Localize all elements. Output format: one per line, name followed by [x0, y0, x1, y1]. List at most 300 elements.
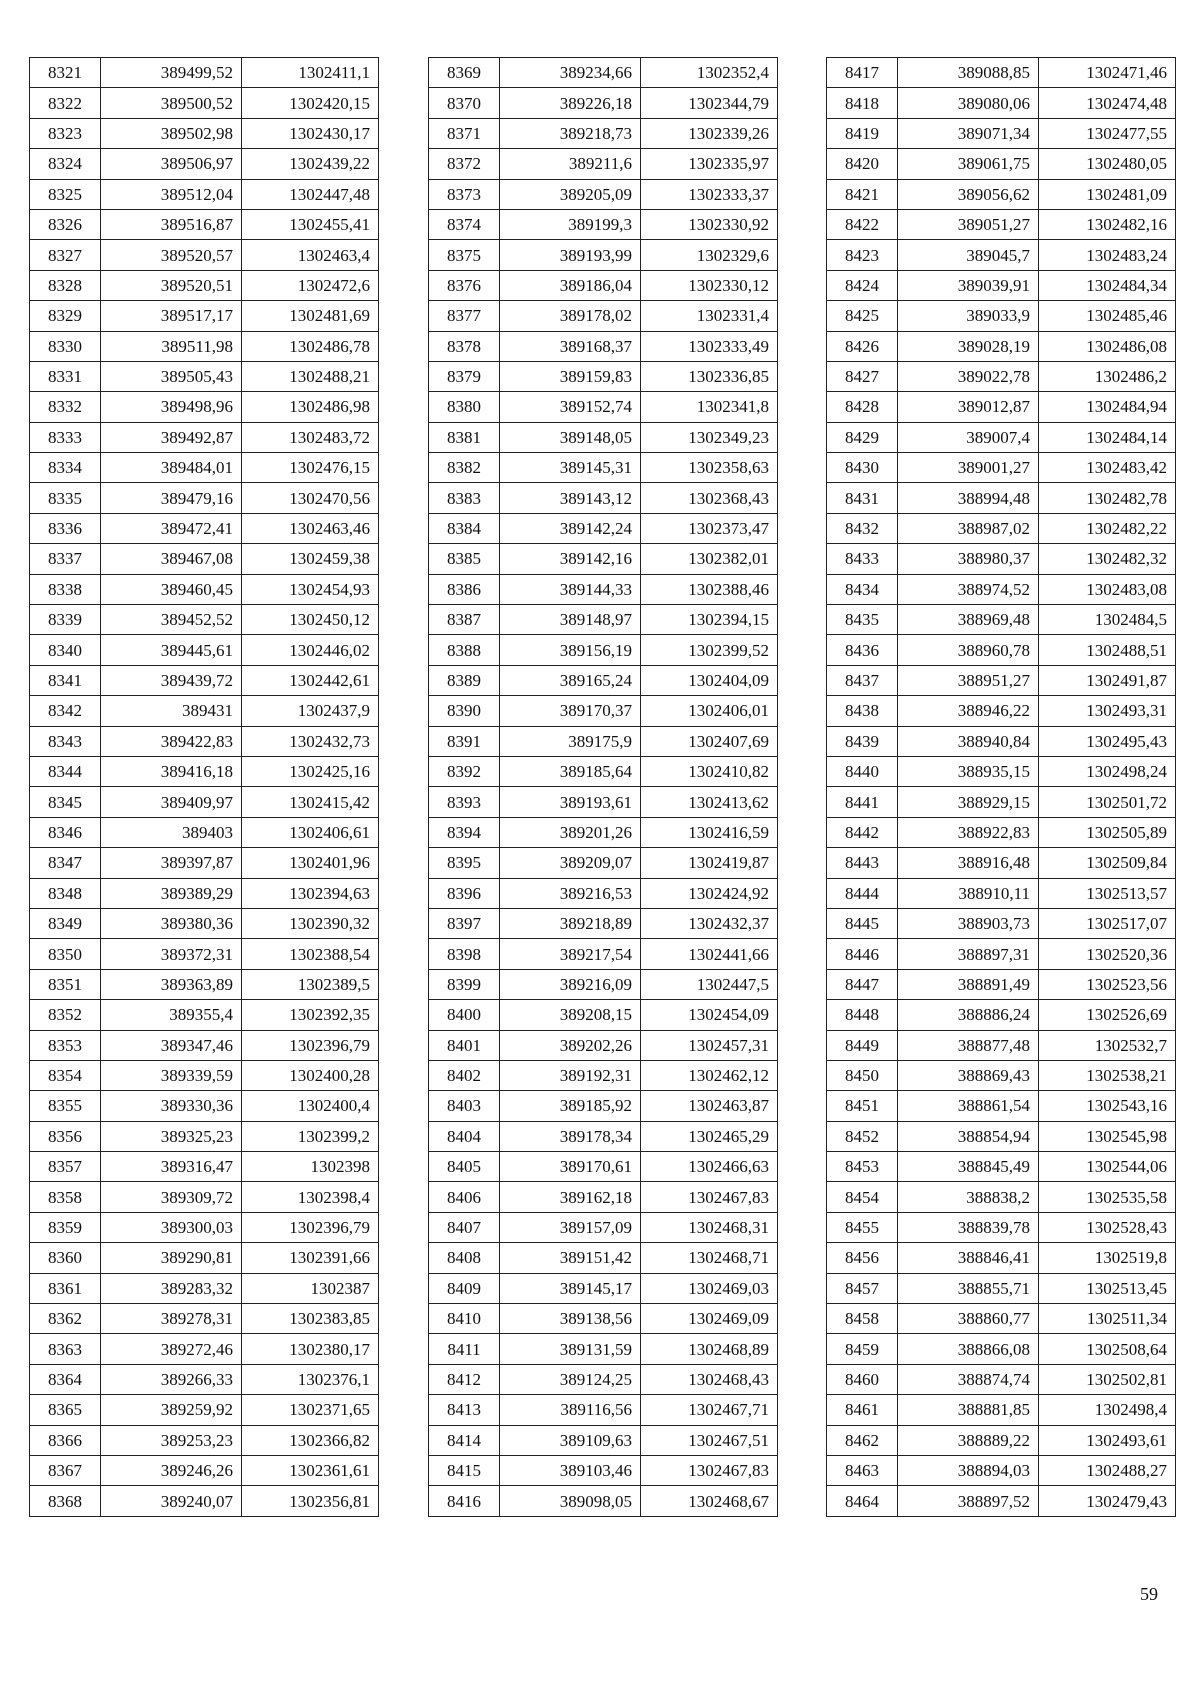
y-coordinate-cell: 1302432,73 — [242, 726, 379, 756]
coordinate-table-3 — [826, 57, 1176, 1517]
table-row — [30, 878, 379, 908]
x-coordinate-cell: 389033,9 — [898, 301, 1039, 331]
point-number-cell: 8407 — [429, 1212, 500, 1242]
table-row — [30, 1273, 379, 1303]
table-row — [30, 1304, 379, 1334]
x-coordinate-cell: 389012,87 — [898, 392, 1039, 422]
x-coordinate-cell: 388897,52 — [898, 1486, 1039, 1516]
x-coordinate-cell: 389143,12 — [500, 483, 641, 513]
point-number-cell: 8454 — [827, 1182, 898, 1212]
y-coordinate-cell: 1302482,22 — [1039, 513, 1176, 543]
y-coordinate-cell: 1302333,37 — [641, 179, 778, 209]
x-coordinate-cell: 389208,15 — [500, 1000, 641, 1030]
point-number-cell: 8461 — [827, 1395, 898, 1425]
y-coordinate-cell: 1302523,56 — [1039, 969, 1176, 999]
point-number-cell: 8455 — [827, 1212, 898, 1242]
point-number-cell: 8362 — [30, 1304, 101, 1334]
point-number-cell: 8405 — [429, 1152, 500, 1182]
table-row — [827, 1121, 1176, 1151]
table-row — [429, 331, 778, 361]
point-number-cell: 8385 — [429, 544, 500, 574]
point-number-cell: 8381 — [429, 422, 500, 452]
x-coordinate-cell: 389492,87 — [101, 422, 242, 452]
y-coordinate-cell: 1302495,43 — [1039, 726, 1176, 756]
table-row — [827, 179, 1176, 209]
x-coordinate-cell: 388838,2 — [898, 1182, 1039, 1212]
point-number-cell: 8393 — [429, 787, 500, 817]
table-row — [30, 787, 379, 817]
point-number-cell: 8350 — [30, 939, 101, 969]
y-coordinate-cell: 1302404,09 — [641, 665, 778, 695]
table-row — [827, 665, 1176, 695]
table-row — [429, 209, 778, 239]
x-coordinate-cell: 389467,08 — [101, 544, 242, 574]
y-coordinate-cell: 1302392,35 — [242, 1000, 379, 1030]
point-number-cell: 8439 — [827, 726, 898, 756]
y-coordinate-cell: 1302482,32 — [1039, 544, 1176, 574]
x-coordinate-cell: 388860,77 — [898, 1304, 1039, 1334]
point-number-cell: 8371 — [429, 118, 500, 148]
x-coordinate-cell: 389330,36 — [101, 1091, 242, 1121]
table-row — [827, 969, 1176, 999]
y-coordinate-cell: 1302356,81 — [242, 1486, 379, 1516]
point-number-cell: 8330 — [30, 331, 101, 361]
table-row — [827, 605, 1176, 635]
point-number-cell: 8340 — [30, 635, 101, 665]
table-row — [429, 270, 778, 300]
y-coordinate-cell: 1302468,67 — [641, 1486, 778, 1516]
point-number-cell: 8372 — [429, 149, 500, 179]
point-number-cell: 8382 — [429, 453, 500, 483]
point-number-cell: 8446 — [827, 939, 898, 969]
point-number-cell: 8447 — [827, 969, 898, 999]
x-coordinate-cell: 389170,61 — [500, 1152, 641, 1182]
y-coordinate-cell: 1302463,4 — [242, 240, 379, 270]
y-coordinate-cell: 1302486,08 — [1039, 331, 1176, 361]
y-coordinate-cell: 1302335,97 — [641, 149, 778, 179]
x-coordinate-cell: 389056,62 — [898, 179, 1039, 209]
table-row — [827, 1486, 1176, 1516]
point-number-cell: 8434 — [827, 574, 898, 604]
y-coordinate-cell: 1302371,65 — [242, 1395, 379, 1425]
x-coordinate-cell: 389479,16 — [101, 483, 242, 513]
y-coordinate-cell: 1302476,15 — [242, 453, 379, 483]
y-coordinate-cell: 1302398 — [242, 1152, 379, 1182]
point-number-cell: 8380 — [429, 392, 500, 422]
table-row — [827, 1030, 1176, 1060]
table-row — [429, 908, 778, 938]
y-coordinate-cell: 1302484,14 — [1039, 422, 1176, 452]
y-coordinate-cell: 1302486,2 — [1039, 361, 1176, 391]
y-coordinate-cell: 1302483,42 — [1039, 453, 1176, 483]
point-number-cell: 8453 — [827, 1152, 898, 1182]
x-coordinate-cell: 389199,3 — [500, 209, 641, 239]
x-coordinate-cell: 388969,48 — [898, 605, 1039, 635]
point-number-cell: 8440 — [827, 756, 898, 786]
table-row — [827, 1425, 1176, 1455]
x-coordinate-cell: 389325,23 — [101, 1121, 242, 1151]
point-number-cell: 8441 — [827, 787, 898, 817]
table-row — [827, 453, 1176, 483]
y-coordinate-cell: 1302532,7 — [1039, 1030, 1176, 1060]
x-coordinate-cell: 389080,06 — [898, 88, 1039, 118]
point-number-cell: 8416 — [429, 1486, 500, 1516]
y-coordinate-cell: 1302373,47 — [641, 513, 778, 543]
y-coordinate-cell: 1302472,6 — [242, 270, 379, 300]
x-coordinate-cell: 388994,48 — [898, 483, 1039, 513]
point-number-cell: 8433 — [827, 544, 898, 574]
table-row — [827, 908, 1176, 938]
y-coordinate-cell: 1302400,4 — [242, 1091, 379, 1121]
x-coordinate-cell: 389109,63 — [500, 1425, 641, 1455]
y-coordinate-cell: 1302508,64 — [1039, 1334, 1176, 1364]
table-row — [30, 635, 379, 665]
table-row — [827, 1182, 1176, 1212]
y-coordinate-cell: 1302396,79 — [242, 1212, 379, 1242]
table-row — [827, 422, 1176, 452]
x-coordinate-cell: 388916,48 — [898, 848, 1039, 878]
table-row — [429, 848, 778, 878]
x-coordinate-cell: 389499,52 — [101, 58, 242, 88]
point-number-cell: 8423 — [827, 240, 898, 270]
y-coordinate-cell: 1302484,34 — [1039, 270, 1176, 300]
x-coordinate-cell: 389218,73 — [500, 118, 641, 148]
point-number-cell: 8459 — [827, 1334, 898, 1364]
y-coordinate-cell: 1302528,43 — [1039, 1212, 1176, 1242]
y-coordinate-cell: 1302330,12 — [641, 270, 778, 300]
y-coordinate-cell: 1302483,72 — [242, 422, 379, 452]
point-number-cell: 8342 — [30, 696, 101, 726]
table-row — [30, 513, 379, 543]
point-number-cell: 8419 — [827, 118, 898, 148]
point-number-cell: 8384 — [429, 513, 500, 543]
table-row — [827, 635, 1176, 665]
y-coordinate-cell: 1302439,22 — [242, 149, 379, 179]
x-coordinate-cell: 389500,52 — [101, 88, 242, 118]
y-coordinate-cell: 1302484,5 — [1039, 605, 1176, 635]
x-coordinate-cell: 389216,53 — [500, 878, 641, 908]
x-coordinate-cell: 389498,96 — [101, 392, 242, 422]
x-coordinate-cell: 389439,72 — [101, 665, 242, 695]
x-coordinate-cell: 389124,25 — [500, 1364, 641, 1394]
y-coordinate-cell: 1302486,78 — [242, 331, 379, 361]
point-number-cell: 8418 — [827, 88, 898, 118]
table-row — [429, 240, 778, 270]
y-coordinate-cell: 1302400,28 — [242, 1060, 379, 1090]
y-coordinate-cell: 1302509,84 — [1039, 848, 1176, 878]
x-coordinate-cell: 389185,64 — [500, 756, 641, 786]
y-coordinate-cell: 1302406,61 — [242, 817, 379, 847]
table-row — [429, 939, 778, 969]
y-coordinate-cell: 1302396,79 — [242, 1030, 379, 1060]
point-number-cell: 8408 — [429, 1243, 500, 1273]
point-number-cell: 8425 — [827, 301, 898, 331]
y-coordinate-cell: 1302498,24 — [1039, 756, 1176, 786]
y-coordinate-cell: 1302526,69 — [1039, 1000, 1176, 1030]
table-row — [429, 1425, 778, 1455]
y-coordinate-cell: 1302410,82 — [641, 756, 778, 786]
x-coordinate-cell: 389142,16 — [500, 544, 641, 574]
x-coordinate-cell: 389234,66 — [500, 58, 641, 88]
table-row — [429, 696, 778, 726]
y-coordinate-cell: 1302488,21 — [242, 361, 379, 391]
x-coordinate-cell: 389502,98 — [101, 118, 242, 148]
y-coordinate-cell: 1302442,61 — [242, 665, 379, 695]
table-row — [429, 665, 778, 695]
x-coordinate-cell: 389039,91 — [898, 270, 1039, 300]
y-coordinate-cell: 1302501,72 — [1039, 787, 1176, 817]
point-number-cell: 8458 — [827, 1304, 898, 1334]
point-number-cell: 8357 — [30, 1152, 101, 1182]
table-row — [827, 756, 1176, 786]
table-row — [429, 1243, 778, 1273]
x-coordinate-cell: 388866,08 — [898, 1334, 1039, 1364]
point-number-cell: 8388 — [429, 635, 500, 665]
x-coordinate-cell: 388974,52 — [898, 574, 1039, 604]
point-number-cell: 8460 — [827, 1364, 898, 1394]
point-number-cell: 8400 — [429, 1000, 500, 1030]
x-coordinate-cell: 389193,99 — [500, 240, 641, 270]
x-coordinate-cell: 389098,05 — [500, 1486, 641, 1516]
table-row — [30, 209, 379, 239]
coordinate-table-1 — [29, 57, 379, 1517]
table-row — [30, 817, 379, 847]
y-coordinate-cell: 1302463,46 — [242, 513, 379, 543]
x-coordinate-cell: 388889,22 — [898, 1425, 1039, 1455]
y-coordinate-cell: 1302491,87 — [1039, 665, 1176, 695]
x-coordinate-cell: 389001,27 — [898, 453, 1039, 483]
point-number-cell: 8383 — [429, 483, 500, 513]
y-coordinate-cell: 1302488,27 — [1039, 1455, 1176, 1485]
table-row — [429, 1455, 778, 1485]
y-coordinate-cell: 1302413,62 — [641, 787, 778, 817]
y-coordinate-cell: 1302477,55 — [1039, 118, 1176, 148]
table-row — [827, 301, 1176, 331]
x-coordinate-cell: 389226,18 — [500, 88, 641, 118]
table-row — [30, 1425, 379, 1455]
x-coordinate-cell: 389422,83 — [101, 726, 242, 756]
table-row — [827, 1000, 1176, 1030]
y-coordinate-cell: 1302333,49 — [641, 331, 778, 361]
table-row — [30, 149, 379, 179]
table-row — [30, 240, 379, 270]
table-row — [429, 1091, 778, 1121]
table-row — [827, 1152, 1176, 1182]
y-coordinate-cell: 1302425,16 — [242, 756, 379, 786]
x-coordinate-cell: 388922,83 — [898, 817, 1039, 847]
y-coordinate-cell: 1302390,32 — [242, 908, 379, 938]
point-number-cell: 8363 — [30, 1334, 101, 1364]
table-row — [827, 1091, 1176, 1121]
point-number-cell: 8427 — [827, 361, 898, 391]
point-number-cell: 8403 — [429, 1091, 500, 1121]
x-coordinate-cell: 389512,04 — [101, 179, 242, 209]
point-number-cell: 8351 — [30, 969, 101, 999]
x-coordinate-cell: 389201,26 — [500, 817, 641, 847]
point-number-cell: 8348 — [30, 878, 101, 908]
table-row — [827, 1364, 1176, 1394]
y-coordinate-cell: 1302467,83 — [641, 1182, 778, 1212]
x-coordinate-cell: 389272,46 — [101, 1334, 242, 1364]
point-number-cell: 8394 — [429, 817, 500, 847]
y-coordinate-cell: 1302330,92 — [641, 209, 778, 239]
table-row — [30, 422, 379, 452]
point-number-cell: 8413 — [429, 1395, 500, 1425]
table-row — [30, 544, 379, 574]
table-row — [429, 1334, 778, 1364]
x-coordinate-cell: 389185,92 — [500, 1091, 641, 1121]
point-number-cell: 8417 — [827, 58, 898, 88]
table-row — [827, 483, 1176, 513]
x-coordinate-cell: 389460,45 — [101, 574, 242, 604]
point-number-cell: 8401 — [429, 1030, 500, 1060]
y-coordinate-cell: 1302361,61 — [242, 1455, 379, 1485]
table-row — [429, 301, 778, 331]
point-number-cell: 8399 — [429, 969, 500, 999]
y-coordinate-cell: 1302511,34 — [1039, 1304, 1176, 1334]
x-coordinate-cell: 389389,29 — [101, 878, 242, 908]
y-coordinate-cell: 1302366,82 — [242, 1425, 379, 1455]
table-row — [30, 118, 379, 148]
table-row — [827, 513, 1176, 543]
x-coordinate-cell: 389192,31 — [500, 1060, 641, 1090]
point-number-cell: 8321 — [30, 58, 101, 88]
y-coordinate-cell: 1302468,31 — [641, 1212, 778, 1242]
point-number-cell: 8389 — [429, 665, 500, 695]
y-coordinate-cell: 1302469,03 — [641, 1273, 778, 1303]
point-number-cell: 8412 — [429, 1364, 500, 1394]
point-number-cell: 8450 — [827, 1060, 898, 1090]
table-row — [429, 1212, 778, 1242]
x-coordinate-cell: 388940,84 — [898, 726, 1039, 756]
x-coordinate-cell: 389211,6 — [500, 149, 641, 179]
point-number-cell: 8444 — [827, 878, 898, 908]
point-number-cell: 8462 — [827, 1425, 898, 1455]
table-row — [30, 331, 379, 361]
y-coordinate-cell: 1302502,81 — [1039, 1364, 1176, 1394]
y-coordinate-cell: 1302465,29 — [641, 1121, 778, 1151]
x-coordinate-cell: 389148,97 — [500, 605, 641, 635]
point-number-cell: 8353 — [30, 1030, 101, 1060]
x-coordinate-cell: 389380,36 — [101, 908, 242, 938]
x-coordinate-cell: 389045,7 — [898, 240, 1039, 270]
x-coordinate-cell: 389051,27 — [898, 209, 1039, 239]
x-coordinate-cell: 388910,11 — [898, 878, 1039, 908]
point-number-cell: 8368 — [30, 1486, 101, 1516]
table-row — [30, 1152, 379, 1182]
point-number-cell: 8346 — [30, 817, 101, 847]
table-row — [429, 787, 778, 817]
y-coordinate-cell: 1302466,63 — [641, 1152, 778, 1182]
point-number-cell: 8436 — [827, 635, 898, 665]
x-coordinate-cell: 389028,19 — [898, 331, 1039, 361]
point-number-cell: 8373 — [429, 179, 500, 209]
x-coordinate-cell: 389484,01 — [101, 453, 242, 483]
table-row — [30, 301, 379, 331]
table-row — [827, 1243, 1176, 1273]
table-row — [30, 1334, 379, 1364]
point-number-cell: 8331 — [30, 361, 101, 391]
table-row — [30, 756, 379, 786]
y-coordinate-cell: 1302493,31 — [1039, 696, 1176, 726]
point-number-cell: 8420 — [827, 149, 898, 179]
table-row — [429, 574, 778, 604]
table-row — [827, 149, 1176, 179]
point-number-cell: 8338 — [30, 574, 101, 604]
table-row — [429, 392, 778, 422]
x-coordinate-cell: 389165,24 — [500, 665, 641, 695]
point-number-cell: 8396 — [429, 878, 500, 908]
point-number-cell: 8322 — [30, 88, 101, 118]
x-coordinate-cell: 389347,46 — [101, 1030, 242, 1060]
table-row — [30, 574, 379, 604]
point-number-cell: 8390 — [429, 696, 500, 726]
point-number-cell: 8448 — [827, 1000, 898, 1030]
table-row — [30, 1000, 379, 1030]
y-coordinate-cell: 1302344,79 — [641, 88, 778, 118]
table-row — [429, 1304, 778, 1334]
x-coordinate-cell: 389162,18 — [500, 1182, 641, 1212]
x-coordinate-cell: 389071,34 — [898, 118, 1039, 148]
y-coordinate-cell: 1302399,2 — [242, 1121, 379, 1151]
point-number-cell: 8410 — [429, 1304, 500, 1334]
y-coordinate-cell: 1302336,85 — [641, 361, 778, 391]
point-number-cell: 8415 — [429, 1455, 500, 1485]
table-row — [30, 1060, 379, 1090]
point-number-cell: 8345 — [30, 787, 101, 817]
table-row — [429, 635, 778, 665]
y-coordinate-cell: 1302447,48 — [242, 179, 379, 209]
point-number-cell: 8325 — [30, 179, 101, 209]
x-coordinate-cell: 388869,43 — [898, 1060, 1039, 1090]
y-coordinate-cell: 1302446,02 — [242, 635, 379, 665]
x-coordinate-cell: 389416,18 — [101, 756, 242, 786]
y-coordinate-cell: 1302505,89 — [1039, 817, 1176, 847]
x-coordinate-cell: 389178,34 — [500, 1121, 641, 1151]
x-coordinate-cell: 389397,87 — [101, 848, 242, 878]
point-number-cell: 8429 — [827, 422, 898, 452]
table-row — [827, 1395, 1176, 1425]
table-row — [429, 1273, 778, 1303]
table-row — [429, 1152, 778, 1182]
y-coordinate-cell: 1302352,4 — [641, 58, 778, 88]
y-coordinate-cell: 1302406,01 — [641, 696, 778, 726]
table-row — [30, 696, 379, 726]
y-coordinate-cell: 1302424,92 — [641, 878, 778, 908]
x-coordinate-cell: 388935,15 — [898, 756, 1039, 786]
point-number-cell: 8334 — [30, 453, 101, 483]
table-row — [827, 878, 1176, 908]
y-coordinate-cell: 1302468,43 — [641, 1364, 778, 1394]
table-row — [429, 361, 778, 391]
x-coordinate-cell: 388886,24 — [898, 1000, 1039, 1030]
x-coordinate-cell: 388874,74 — [898, 1364, 1039, 1394]
table-row — [429, 726, 778, 756]
y-coordinate-cell: 1302486,98 — [242, 392, 379, 422]
y-coordinate-cell: 1302482,16 — [1039, 209, 1176, 239]
point-number-cell: 8355 — [30, 1091, 101, 1121]
x-coordinate-cell: 388855,71 — [898, 1273, 1039, 1303]
x-coordinate-cell: 389145,31 — [500, 453, 641, 483]
y-coordinate-cell: 1302484,94 — [1039, 392, 1176, 422]
table-row — [429, 605, 778, 635]
x-coordinate-cell: 389217,54 — [500, 939, 641, 969]
y-coordinate-cell: 1302519,8 — [1039, 1243, 1176, 1273]
y-coordinate-cell: 1302388,46 — [641, 574, 778, 604]
table-row — [30, 453, 379, 483]
table-row — [827, 939, 1176, 969]
table-row — [827, 1273, 1176, 1303]
